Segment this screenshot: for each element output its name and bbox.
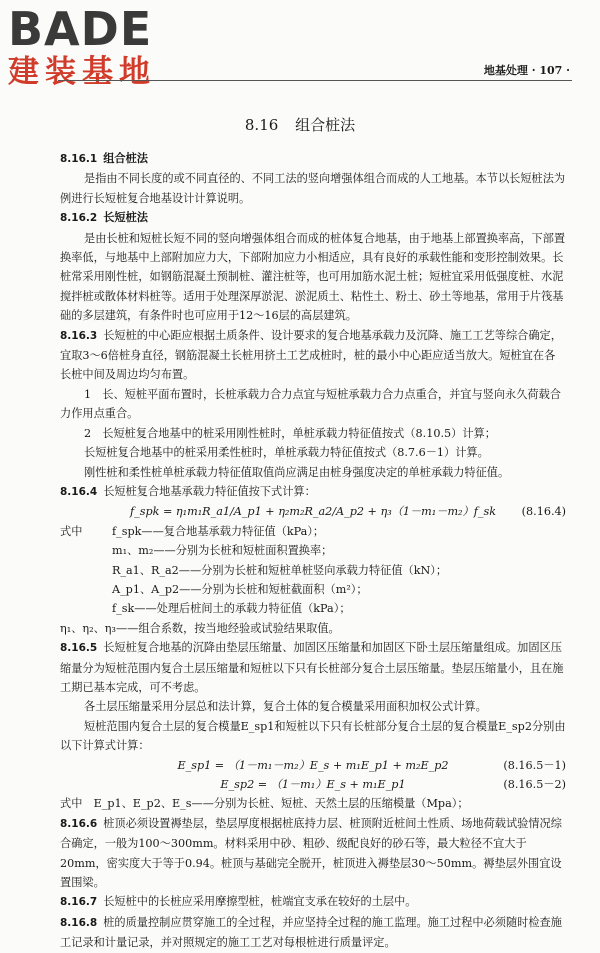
clause-8-16-8 [60,913,566,953]
clause-number: 8.16.6 [60,817,98,830]
clause-text: 桩顶必须设置褥垫层，垫层厚度根据桩底持力层、桩顶附近桩间土性质、场地荷载试验情况综合确定，一般为100～300mm。材料采用中砂、粗砂、级配良好的砂石等，最大粒径不宜大于20mm，密实度大于等于0.94。桩顶与基础完全脱开，桩顶进入褥垫层30～50mm。褥垫层外围宜设置围梁。 [60,816,562,890]
clause-text: 长短桩中的长桩应采用摩擦型桩，桩端宜支承在较好的土层中。 [103,895,417,909]
clause-8-16-4 [60,482,566,502]
clause-number: 8.16.8 [60,916,98,929]
formula-number: (8.16.4) [521,505,566,519]
clause-8-16-3-item-2b: 长短桩复合地基中的桩采用柔性桩时，单桩承载力特征值按式（8.7.6－1）计算。 [84,446,489,460]
formula-8-16-5-2 [60,775,566,794]
clause-8-16-5 [60,638,566,697]
formula-8-16-4 [60,502,566,521]
clause-text: 长短桩复合地基的沉降由垫层压缩量、加固区压缩量和加固区下卧土层压缩量组成。加固区压缩量分为短桩范围内复合土层压缩量和短桩以下只有长桩部分复合土层压缩量。垫层压缩量小，且在施工期已基本完成，可不考虑。 [60,641,564,694]
clause-text: 桩的质量控制应贯穿施工的全过程，并应坚持全过程的施工监理。施工过程中必须随时检查施工记录和计量记录，并对照规定的施工工艺对每根桩进行质量评定。 [60,915,562,950]
symbol-definition: A_p1、A_p2——分别为长桩和短桩截面积（m²）； [112,582,368,596]
clause-8-16-3 [60,326,566,385]
clause-8-16-5-para-1: 各土层压缩量采用分层总和法计算，复合土体的复合模量采用面积加权公式计算。 [84,700,487,714]
clause-number: 8.16.4 [60,485,98,498]
symbol-definition: 式中 E_p1、E_p2、E_s——分别为长桩、短桩、天然土层的压缩模量（Mpa）； [60,797,469,811]
section-title-number: 8.16 [244,116,279,134]
clause-8-16-2-body: 是由长桩和短桩长短不同的竖向增强体组合而成的桩体复合地基，由于地基上部置换率高，下部置换率低，与地基中上部附加应力大，下部附加应力小相适应，具有良好的承载性能和变形控制效果。长桩常采用刚性桩，如钢筋混凝土预制桩、灌注桩等，也可用加筋水泥土桩；短桩宜采用低强度桩、水泥搅拌桩或散体材料桩等。适用于处理深厚淤泥、淤泥质土、粘性土、粉土、砂土等地基，常用于片筏基础的多层建筑，有条件时也可应用于12～16层的高层建筑。 [60,231,566,323]
formula-text: f_spk = η₁m₁R_a1/A_p1 + η₂m₂R_a2/A_p2 + η₃（1－m₁－m₂）f_sk [130,505,496,519]
clause-8-16-7 [60,892,566,912]
formula-8-16-5-1 [60,756,566,775]
clause-number: 8.16.1 [60,153,98,165]
formula-number: (8.16.5－2) [503,778,566,791]
clause-8-16-5-para-2: 短桩范围内复合土层的复合模量E_sp1和短桩以下只有长桩部分复合土层的复合模量E_sp2分别由以下计算式计算： [60,719,566,753]
clause-number: 8.16.7 [60,896,98,909]
clause-number: 8.16.5 [60,642,98,655]
symbol-definition: f_sk——处理后桩间土的承载力特征值（kPa）； [112,602,351,616]
symbol-definition: m₁、m₂——分别为长桩和短桩面积置换率； [112,544,333,558]
formula-text: E_sp2 = （1－m₁）E_s + m₁E_p1 [220,778,406,791]
clause-number: 8.16.2 [60,212,98,225]
logo-latin-text: BADE [8,2,153,56]
running-head: 地基处理 · 107 · [483,64,570,77]
clause-text: 长短桩的中心距应根据土质条件、设计要求的复合地基承载力及沉降、施工工艺等综合确定，宜取3～6倍桩身直径，钢筋混凝土长桩用挤土工艺成桩时，桩的最小中心距应适当放大。短桩宜在各长桩中间及周边均匀布置。 [60,328,562,382]
clause-8-16-3-item-2c: 刚性桩和柔性桩单桩承载力特征值取值尚应满足由桩身强度决定的单桩承载力特征值。 [84,465,510,479]
clause-title: 组合桩法 [103,151,148,165]
formula-text: E_sp1 = （1－m₁－m₂）E_s + m₁E_p1 + m₂E_p2 [177,758,449,772]
definition-text: f_spk——复合地基承载力特征值（kPa）； [112,524,325,538]
clause-text: 长短桩复合地基承载力特征值按下式计算： [103,484,316,498]
section-title-text: 组合桩法 [295,116,356,134]
clause-title: 长短桩法 [103,210,148,225]
symbol-definition: η₁、η₂、η₃——组合系数，按当地经验或试验结果取值。 [60,621,340,635]
section-title [0,114,600,135]
logo-chinese-text: 建装基地 [8,54,156,90]
symbol-definition: R_a1、R_a2——分别为长桩和短桩单桩竖向承载力特征值（kN）； [112,563,448,577]
clause-8-16-2-heading [60,208,566,228]
header-rule [58,80,572,81]
clause-number: 8.16.3 [60,329,98,342]
clause-8-16-3-item-2a: 2 长短桩复合地基中的桩采用刚性桩时，单桩承载力特征值按式（8.10.5）计算； [84,426,496,440]
where-label: 式中 [60,524,83,538]
clause-8-16-1-body: 是指由不同长度的或不同直径的、不同工法的竖向增强体组合而成的人工地基。本节以长短桩法为例进行长短桩复合地基设计计算说明。 [60,172,566,205]
brand-logo [8,4,156,90]
page-body [60,149,566,953]
formula-number: (8.16.5－1) [503,758,566,772]
clause-8-16-6 [60,814,566,893]
symbol-definition [60,522,566,541]
clause-8-16-3-item-1: 1 长、短桩平面布置时，长桩承载力合力点宜与短桩承载力合力点重合，并宜与竖向永久荷载合力作用点重合。 [60,387,561,421]
clause-8-16-1-heading [60,149,566,169]
